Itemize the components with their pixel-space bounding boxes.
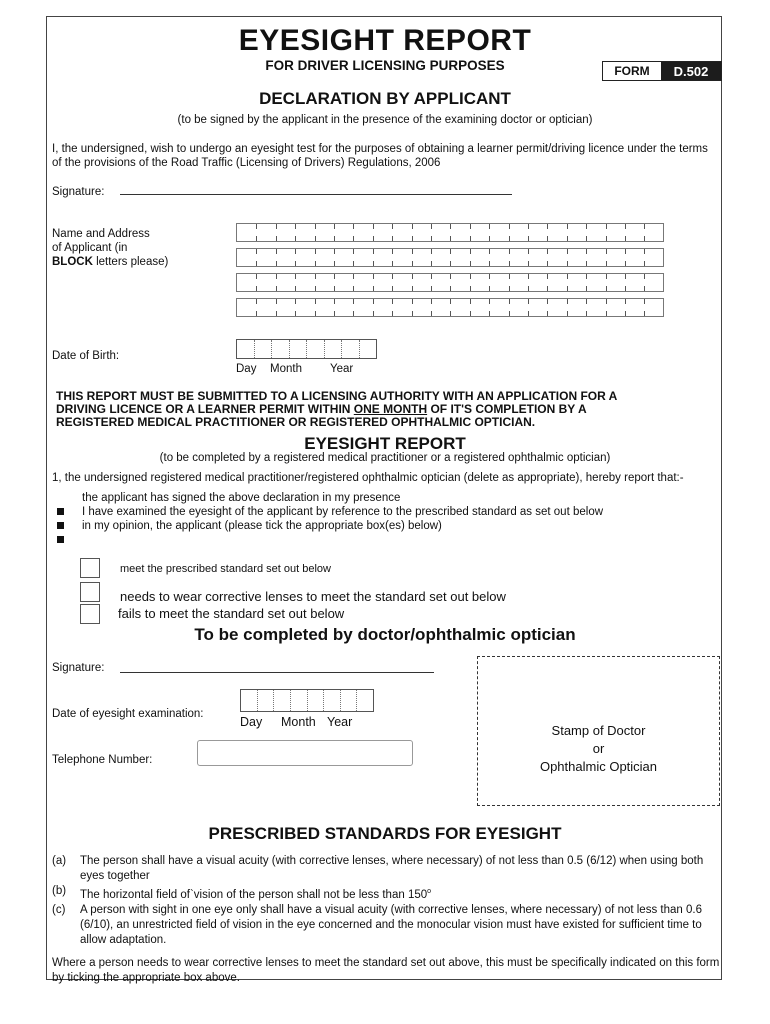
- comb-tick: [256, 224, 257, 229]
- comb-tick: [431, 299, 432, 304]
- exam-date-day-label: Day: [240, 715, 263, 729]
- dob-input[interactable]: [236, 339, 377, 359]
- declaration-heading: DECLARATION BY APPLICANT: [259, 89, 511, 108]
- comb-tick: [547, 249, 548, 254]
- comb-tick: [470, 236, 471, 241]
- comb-tick: [431, 236, 432, 241]
- form-number-badge: [602, 61, 722, 81]
- form-subtitle: FOR DRIVER LICENSING PURPOSES: [265, 58, 505, 73]
- comb-tick: [295, 274, 296, 279]
- comb-tick: [450, 224, 451, 229]
- exam-date-input[interactable]: [240, 689, 374, 712]
- applicant-signature-label: Signature:: [52, 186, 105, 198]
- comb-tick: [509, 249, 510, 254]
- report-statement: 1, the undersigned registered medical practitioner/registered ophthalmic optician (delete as appropriate), hereby report that:-: [52, 472, 684, 484]
- comb-tick: [509, 274, 510, 279]
- comb-tick: [586, 261, 587, 266]
- comb-tick: [431, 311, 432, 316]
- comb-tick: [412, 249, 413, 254]
- comb-tick: [625, 236, 626, 241]
- comb-tick: [606, 311, 607, 316]
- doctor-signature-label: Signature:: [52, 662, 105, 674]
- report-heading: EYESIGHT REPORT: [304, 434, 466, 453]
- comb-tick: [606, 299, 607, 304]
- report-bullet-1: the applicant has signed the above declaration in my presence: [82, 492, 401, 504]
- standard-b-text: [80, 884, 720, 903]
- comb-tick: [373, 249, 374, 254]
- comb-tick: [334, 261, 335, 266]
- comb-tick: [295, 311, 296, 316]
- exam-date-label: Date of eyesight examination:: [52, 708, 204, 720]
- comb-tick: [315, 311, 316, 316]
- standard-a-text: The person shall have a visual acuity (with corrective lenses, where necessary) of not less than 0.5 (6/12) when using both eyes together: [80, 855, 704, 882]
- comb-tick: [450, 286, 451, 291]
- notice-line3: REGISTERED MEDICAL PRACTITIONER OR REGISTERED OPHTHALMIC OPTICIAN.: [56, 415, 536, 429]
- comb-tick: [412, 274, 413, 279]
- bullet-square-1: [57, 508, 64, 515]
- comb-tick: [625, 299, 626, 304]
- comb-tick: [373, 311, 374, 316]
- name-label-line3-rest: letters please): [92, 256, 169, 268]
- comb-tick: [353, 274, 354, 279]
- comb-tick: [606, 274, 607, 279]
- comb-tick: [644, 286, 645, 291]
- doctor-section-heading: To be completed by doctor/ophthalmic optician: [194, 625, 576, 644]
- comb-tick: [276, 249, 277, 254]
- comb-tick: [412, 236, 413, 241]
- comb-tick: [489, 236, 490, 241]
- comb-tick: [392, 261, 393, 266]
- comb-tick: [547, 261, 548, 266]
- comb-tick: [334, 286, 335, 291]
- standard-b-label: (b): [52, 885, 67, 897]
- standards-list: [52, 854, 720, 986]
- dob-year-label: Year: [330, 363, 354, 375]
- comb-tick: [373, 299, 374, 304]
- comb-tick: [412, 286, 413, 291]
- form-title: EYESIGHT REPORT: [238, 24, 532, 57]
- comb-tick: [586, 286, 587, 291]
- comb-tick: [567, 236, 568, 241]
- comb-tick: [315, 286, 316, 291]
- comb-tick: [276, 286, 277, 291]
- option-fails-standard: fails to meet the standard set out below: [118, 606, 345, 621]
- comb-tick: [470, 311, 471, 316]
- comb-tick: [276, 274, 277, 279]
- standard-a-label: (a): [52, 855, 67, 867]
- comb-tick: [431, 249, 432, 254]
- notice-line2-b: OF IT'S COMPLETION BY A: [427, 402, 587, 416]
- comb-tick: [256, 274, 257, 279]
- checkbox-meets-standard[interactable]: [80, 558, 100, 578]
- submission-notice: [56, 390, 716, 429]
- applicant-signature-line[interactable]: [120, 193, 512, 195]
- stamp-line1: Stamp of Doctor: [551, 723, 646, 738]
- comb-tick: [489, 311, 490, 316]
- comb-tick: [489, 261, 490, 266]
- option-corrective-lenses: needs to wear corrective lenses to meet the standard set out below: [120, 589, 506, 604]
- comb-tick: [315, 249, 316, 254]
- comb-tick: [295, 236, 296, 241]
- comb-tick: [625, 311, 626, 316]
- comb-tick: [509, 311, 510, 316]
- comb-tick: [547, 236, 548, 241]
- comb-tick: [644, 311, 645, 316]
- comb-tick: [470, 274, 471, 279]
- comb-tick: [509, 299, 510, 304]
- standards-heading: PRESCRIBED STANDARDS FOR EYESIGHT: [208, 824, 562, 843]
- comb-tick: [256, 236, 257, 241]
- dob-month-label: Month: [270, 363, 302, 375]
- comb-tick: [295, 286, 296, 291]
- comb-tick: [509, 286, 510, 291]
- comb-tick: [644, 299, 645, 304]
- report-bullet-2: I have examined the eyesight of the applicant by reference to the prescribed standard as set out below: [82, 506, 604, 518]
- degree-sup: o: [427, 888, 432, 895]
- comb-tick: [489, 249, 490, 254]
- form-label: FORM: [603, 62, 661, 80]
- comb-tick: [644, 274, 645, 279]
- standard-c: [52, 903, 720, 948]
- comb-tick: [353, 249, 354, 254]
- comb-tick: [412, 299, 413, 304]
- comb-tick: [276, 236, 277, 241]
- comb-tick: [606, 286, 607, 291]
- comb-tick: [315, 236, 316, 241]
- comb-tick: [586, 299, 587, 304]
- comb-tick: [567, 299, 568, 304]
- checkbox-fails-standard[interactable]: [80, 604, 100, 624]
- comb-tick: [625, 261, 626, 266]
- comb-tick: [547, 224, 548, 229]
- comb-tick: [644, 236, 645, 241]
- comb-tick: [334, 311, 335, 316]
- report-bullet-3: in my opinion, the applicant (please tick the appropriate box(es) below): [82, 520, 442, 532]
- comb-tick: [373, 224, 374, 229]
- comb-tick: [373, 261, 374, 266]
- telephone-label: Telephone Number:: [52, 754, 153, 766]
- comb-tick: [353, 224, 354, 229]
- comb-tick: [353, 236, 354, 241]
- comb-tick: [625, 249, 626, 254]
- comb-tick: [431, 261, 432, 266]
- comb-tick: [450, 311, 451, 316]
- comb-tick: [353, 261, 354, 266]
- comb-tick: [256, 299, 257, 304]
- comb-tick: [295, 299, 296, 304]
- comb-tick: [644, 224, 645, 229]
- address-row-4[interactable]: [236, 298, 664, 317]
- standard-c-label: (c): [52, 903, 66, 916]
- standard-a: [52, 854, 720, 884]
- comb-tick: [334, 274, 335, 279]
- comb-tick: [547, 311, 548, 316]
- comb-tick: [586, 311, 587, 316]
- stamp-text: [477, 722, 720, 776]
- declaration-instruction: (to be signed by the applicant in the presence of the examining doctor or optician): [177, 114, 593, 126]
- comb-tick: [256, 261, 257, 266]
- comb-tick: [528, 286, 529, 291]
- comb-tick: [567, 224, 568, 229]
- comb-tick: [528, 299, 529, 304]
- comb-tick: [509, 224, 510, 229]
- comb-tick: [586, 236, 587, 241]
- comb-tick: [412, 311, 413, 316]
- notice-one-month: ONE MONTH: [353, 402, 428, 416]
- comb-tick: [353, 286, 354, 291]
- comb-tick: [256, 286, 257, 291]
- comb-tick: [353, 299, 354, 304]
- comb-tick: [547, 274, 548, 279]
- comb-tick: [431, 274, 432, 279]
- comb-tick: [334, 249, 335, 254]
- comb-tick: [392, 249, 393, 254]
- comb-tick: [412, 261, 413, 266]
- comb-tick: [547, 286, 548, 291]
- comb-tick: [606, 261, 607, 266]
- comb-tick: [392, 274, 393, 279]
- stamp-line3: Ophthalmic Optician: [539, 759, 658, 774]
- report-instruction: (to be completed by a registered medical practitioner or a registered ophthalmic optician): [159, 452, 611, 464]
- comb-tick: [256, 249, 257, 254]
- comb-tick: [450, 274, 451, 279]
- block-word: BLOCK: [52, 256, 93, 268]
- comb-tick: [295, 249, 296, 254]
- comb-tick: [489, 299, 490, 304]
- standard-b-main: The horizontal field of`vision of the person shall not be less than 150: [80, 888, 428, 901]
- comb-tick: [315, 261, 316, 266]
- dob-label: Date of Birth:: [52, 350, 120, 362]
- comb-tick: [625, 274, 626, 279]
- standard-b: [52, 884, 720, 903]
- comb-tick: [644, 249, 645, 254]
- comb-tick: [431, 286, 432, 291]
- comb-tick: [315, 224, 316, 229]
- comb-tick: [567, 274, 568, 279]
- comb-tick: [606, 236, 607, 241]
- comb-tick: [392, 299, 393, 304]
- standards-footer: Where a person needs to wear corrective lenses to meet the standard set out above, this must be specifically indicated on this form by ticking the appropriate box above.: [52, 956, 720, 984]
- comb-tick: [373, 286, 374, 291]
- comb-tick: [450, 249, 451, 254]
- comb-tick: [470, 249, 471, 254]
- name-address-label: [52, 227, 168, 269]
- comb-tick: [450, 299, 451, 304]
- exam-date-month-label: Month: [281, 715, 316, 729]
- comb-tick: [373, 236, 374, 241]
- comb-tick: [276, 311, 277, 316]
- comb-tick: [256, 311, 257, 316]
- comb-tick: [528, 311, 529, 316]
- comb-tick: [528, 249, 529, 254]
- name-label-line2: of Applicant (in: [52, 242, 128, 254]
- notice-line1: THIS REPORT MUST BE SUBMITTED TO A LICENSING AUTHORITY WITH AN APPLICATION FOR A: [56, 389, 618, 403]
- comb-tick: [392, 224, 393, 229]
- address-row-2[interactable]: [236, 248, 664, 267]
- comb-tick: [528, 261, 529, 266]
- comb-tick: [528, 236, 529, 241]
- comb-tick: [276, 261, 277, 266]
- comb-tick: [644, 261, 645, 266]
- comb-tick: [586, 249, 587, 254]
- comb-tick: [470, 286, 471, 291]
- option-meets-standard: meet the prescribed standard set out below: [120, 563, 331, 575]
- comb-tick: [509, 261, 510, 266]
- comb-tick: [392, 286, 393, 291]
- comb-tick: [489, 286, 490, 291]
- comb-tick: [625, 286, 626, 291]
- bullet-square-2: [57, 522, 64, 529]
- comb-tick: [470, 299, 471, 304]
- dob-day-label: Day: [236, 363, 257, 375]
- comb-tick: [567, 249, 568, 254]
- comb-tick: [450, 236, 451, 241]
- comb-tick: [295, 261, 296, 266]
- comb-tick: [567, 286, 568, 291]
- doctor-signature-line[interactable]: [120, 671, 434, 673]
- comb-tick: [586, 224, 587, 229]
- comb-tick: [392, 311, 393, 316]
- comb-tick: [412, 224, 413, 229]
- comb-tick: [509, 236, 510, 241]
- comb-tick: [334, 224, 335, 229]
- name-label-line3: [52, 255, 168, 269]
- address-row-1[interactable]: [236, 223, 664, 242]
- comb-tick: [431, 224, 432, 229]
- comb-tick: [625, 224, 626, 229]
- comb-tick: [295, 224, 296, 229]
- comb-tick: [373, 274, 374, 279]
- comb-tick: [315, 274, 316, 279]
- comb-tick: [470, 224, 471, 229]
- comb-tick: [489, 274, 490, 279]
- comb-tick: [392, 236, 393, 241]
- comb-tick: [470, 261, 471, 266]
- comb-tick: [489, 224, 490, 229]
- comb-tick: [276, 224, 277, 229]
- comb-tick: [606, 249, 607, 254]
- comb-tick: [528, 224, 529, 229]
- standard-c-text: A person with sight in one eye only shall have a visual acuity (with corrective lenses, where necessary) of not less than 0.6 (6/10), an unrestricted field of vision in the eye concerned and the monocular vision must have existed for sufficient time to allow adaptation.: [80, 903, 702, 946]
- form-number: D.502: [661, 62, 721, 80]
- notice-line2-a: DRIVING LICENCE OR A LEARNER PERMIT WITHIN: [56, 402, 354, 416]
- comb-tick: [334, 236, 335, 241]
- bullet-square-3: [57, 536, 64, 543]
- address-row-3[interactable]: [236, 273, 664, 292]
- comb-tick: [606, 224, 607, 229]
- telephone-input[interactable]: [197, 740, 413, 766]
- exam-date-year-label: Year: [327, 715, 353, 729]
- comb-tick: [276, 299, 277, 304]
- comb-tick: [450, 261, 451, 266]
- declaration-statement: I, the undersigned, wish to undergo an eyesight test for the purposes of obtaining a learner permit/driving licence under the terms of the provisions of the Road Traffic (Licensing of Drivers) Regulations, 2006: [52, 143, 708, 169]
- comb-tick: [547, 299, 548, 304]
- comb-tick: [334, 299, 335, 304]
- comb-tick: [567, 261, 568, 266]
- name-label-line1: Name and Address: [52, 228, 150, 240]
- stamp-line2: or: [592, 741, 605, 756]
- comb-tick: [528, 274, 529, 279]
- comb-tick: [353, 311, 354, 316]
- comb-tick: [586, 274, 587, 279]
- checkbox-corrective-lenses[interactable]: [80, 582, 100, 602]
- comb-tick: [567, 311, 568, 316]
- comb-tick: [315, 299, 316, 304]
